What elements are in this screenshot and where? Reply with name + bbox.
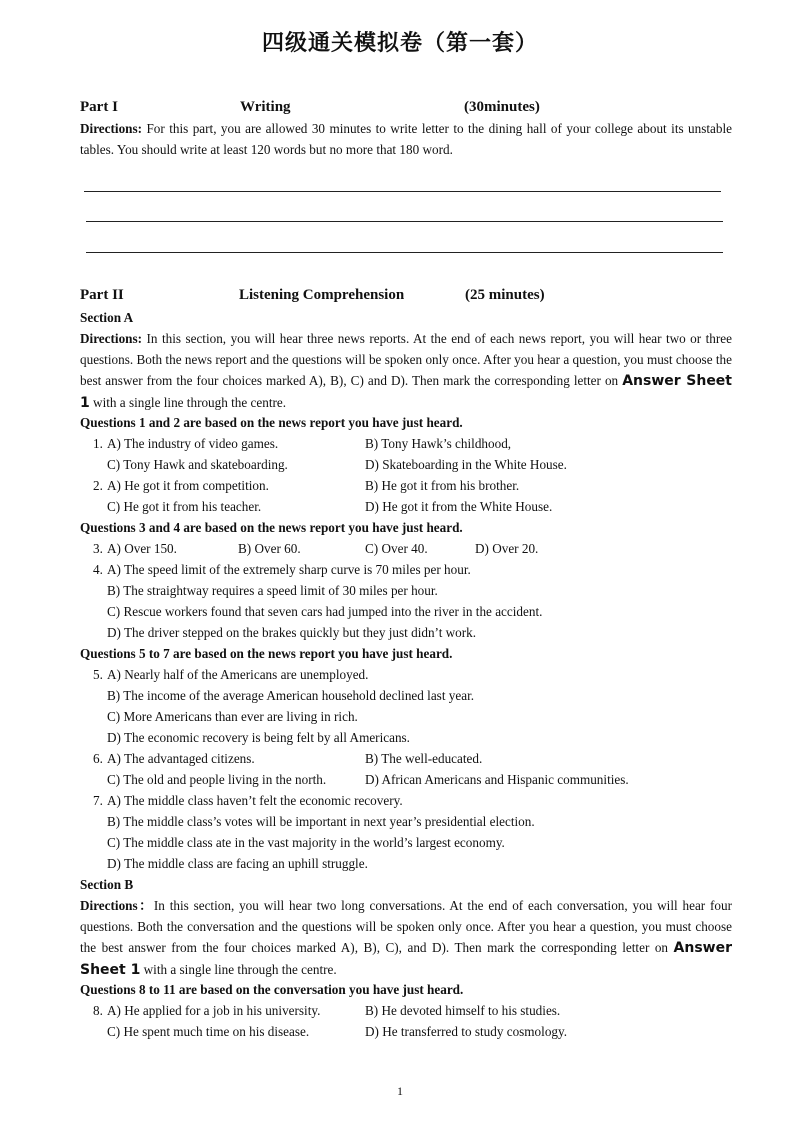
option-d: D) He got it from the White House. [365,499,553,514]
option-c: C) The old and people living in the north. [107,772,327,787]
question-group-heading: Questions 1 and 2 are based on the news report you have just heard. [80,415,463,430]
question-group-heading: Questions 5 to 7 are based on the news report you have just heard. [80,646,453,661]
directions-label: Directions [80,898,138,913]
option-b: B) Over 60. [238,541,301,556]
directions-tail: with a single line through the centre. [140,962,337,977]
answer-sheet-label: Answer Sheet 1 [80,940,732,978]
option-c: C) He got it from his teacher. [107,499,262,514]
option-a: A) The speed limit of the extremely sharp curve is 70 miles per hour. [107,562,471,577]
option-c: C) More Americans than ever are living in rich. [107,709,358,724]
question-number: 8. [93,1003,103,1018]
option-b: B) He devoted himself to his studies. [365,1003,561,1018]
writing-line [86,221,723,222]
option-c: C) The middle class ate in the vast majority in the world’s largest economy. [107,835,505,850]
directions-text: In this section, you will hear two long conversations. At the end of each conversation, you will hear four questions. Both the conversation and the questions will be spoken only once. After you hear a question, you must choose the best answer from the four choices marked A), B), C), and D). Then mark the corresponding letter on [80,898,732,955]
option-a: A) He got it from competition. [107,478,269,493]
option-a: A) The industry of video games. [107,436,279,451]
option-d: D) He transferred to study cosmology. [365,1024,568,1039]
directions-colon: ： [137,898,154,913]
part2-label: Part II [80,287,124,303]
section-a-label: Section A [80,310,134,325]
part2-time: (25 minutes) [465,287,545,303]
directions-label: Directions: [80,121,143,136]
question-number: 5. [93,667,103,682]
option-a: A) Over 150. [107,541,177,556]
question-number: 7. [93,793,103,808]
option-d: D) Skateboarding in the White House. [365,457,567,472]
part2-header [80,287,720,309]
question-group-heading: Questions 8 to 11 are based on the conversation you have just heard. [80,982,464,997]
question-number: 1. [93,436,103,451]
option-d: D) The driver stepped on the brakes quickly but they just didn’t work. [107,625,477,640]
writing-line [86,252,723,253]
option-d: D) Over 20. [475,541,539,556]
section-b-label: Section B [80,877,134,892]
option-b: B) The well-educated. [365,751,483,766]
directions-tail: with a single line through the centre. [89,395,287,410]
writing-line [84,191,721,192]
page-number: 1 [397,1084,403,1098]
option-d: D) The economic recovery is being felt by all Americans. [107,730,410,745]
part1-name: Writing [240,99,291,115]
part1-directions [80,118,732,160]
option-d: D) The middle class are facing an uphill struggle. [107,856,368,871]
question-number: 6. [93,751,103,766]
option-a: A) He applied for a job in his university. [107,1003,321,1018]
section-a-directions [80,328,732,414]
option-c: C) Rescue workers found that seven cars had jumped into the river in the accident. [107,604,543,619]
directions-text: In this section, you will hear three news reports. At the end of each news report, you will hear two or three questions. Both the news report and the questions will be spoken only once. After you hear a question, you must choose the best answer from the four choices marked A), B), C) and D). Then mark the corresponding letter on [80,331,732,388]
option-a: A) Nearly half of the Americans are unemployed. [107,667,369,682]
option-b: B) The straightway requires a speed limit of 30 miles per hour. [107,583,438,598]
part1-time: (30minutes) [464,99,540,115]
option-b: B) Tony Hawk’s childhood, [365,436,512,451]
option-a: A) The middle class haven’t felt the economic recovery. [107,793,403,808]
option-c: C) Over 40. [365,541,428,556]
option-b: B) The income of the average American household declined last year. [107,688,475,703]
option-b: B) He got it from his brother. [365,478,520,493]
question-number: 4. [93,562,103,577]
question-group-heading: Questions 3 and 4 are based on the news report you have just heard. [80,520,463,535]
directions-text: For this part, you are allowed 30 minutes to write letter to the dining hall of your college about its unstable tables. You should write at least 120 words but no more that 180 word. [80,121,732,157]
part2-name: Listening Comprehension [239,287,405,303]
page-title: 四级通关模拟卷（第一套） [261,31,538,56]
question-number: 3. [93,541,103,556]
answer-sheet-label: Answer Sheet 1 [80,373,732,411]
section-b-directions [80,895,732,981]
option-a: A) The advantaged citizens. [107,751,255,766]
option-b: B) The middle class’s votes will be important in next year’s presidential election. [107,814,535,829]
option-c: C) He spent much time on his disease. [107,1024,310,1039]
directions-label: Directions: [80,331,143,346]
question-number: 2. [93,478,103,493]
option-d: D) African Americans and Hispanic communities. [365,772,629,787]
option-c: C) Tony Hawk and skateboarding. [107,457,288,472]
part1-label: Part I [80,99,118,115]
